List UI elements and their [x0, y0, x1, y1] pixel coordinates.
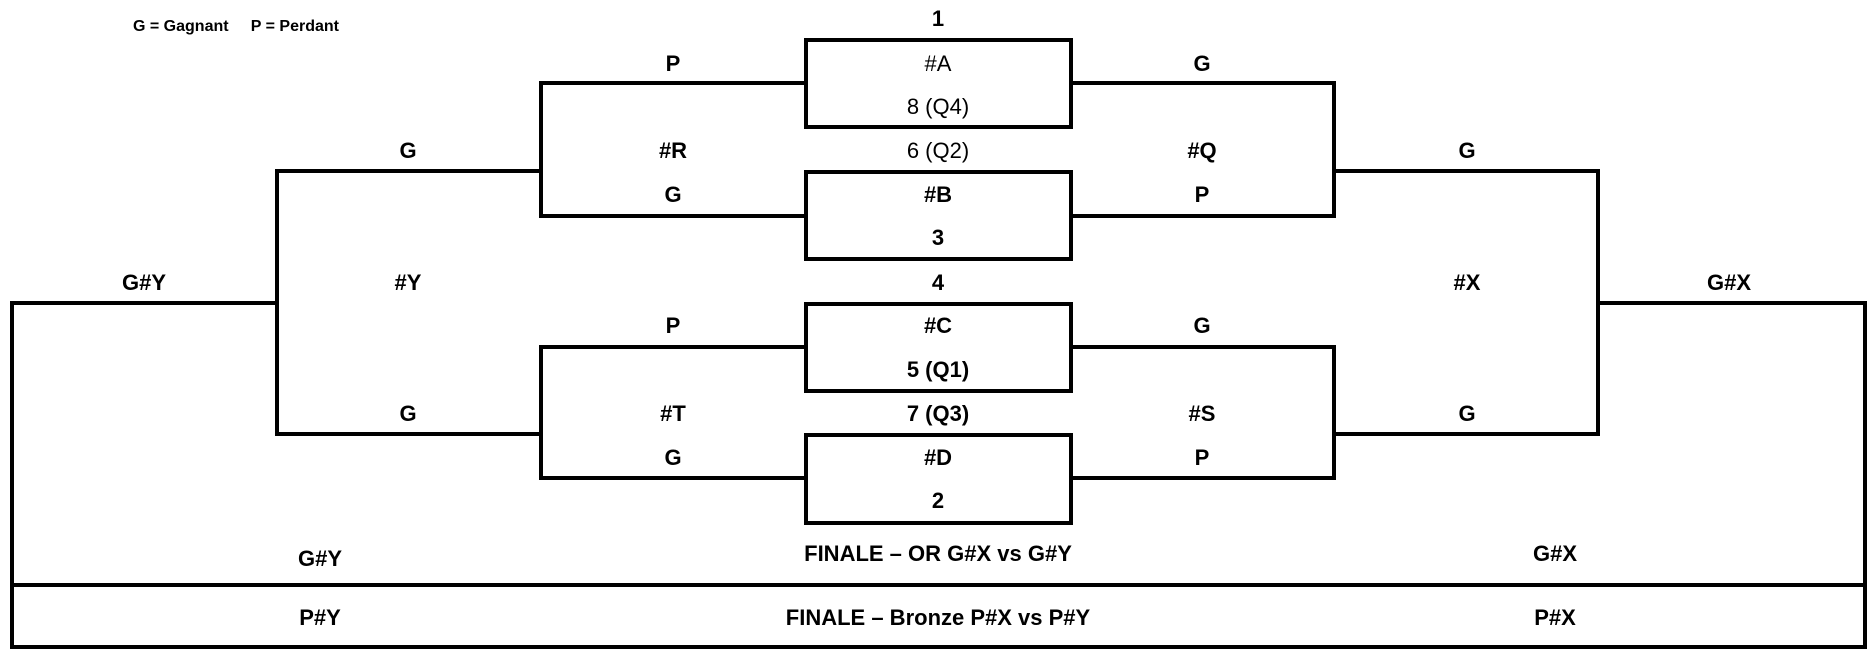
match-b-left-label: G [664, 182, 682, 207]
gold-final-title: FINALE – OR G#X vs G#Y [804, 541, 1072, 566]
bracket-t-label: #T [660, 401, 686, 426]
bracket-t-winner-label: G [399, 401, 417, 426]
semifinal-x-winner-label: G#X [1706, 270, 1752, 295]
gold-final-left: G#Y [297, 546, 343, 571]
match-b-top: 6 (Q2) [906, 138, 970, 163]
bronze-final-right: P#X [1534, 605, 1576, 630]
match-c-left-label: P [665, 313, 681, 338]
match-d-seed: 2 [931, 488, 945, 513]
match-a-top: 1 [931, 6, 945, 31]
match-d-id: #D [923, 445, 953, 470]
match-c-id: #C [923, 313, 953, 338]
match-b-id: #B [923, 182, 953, 207]
semifinal-y-label: #Y [394, 270, 422, 295]
match-d-top: 7 (Q3) [906, 401, 970, 426]
bracket-q-winner-label: G [1458, 138, 1476, 163]
match-c-seed: 5 (Q1) [906, 357, 970, 382]
bracket-r-winner-label: G [399, 138, 417, 163]
bracket-q-label: #Q [1187, 138, 1217, 163]
bracket-s-label: #S [1188, 401, 1216, 426]
bracket-x-lines [1334, 171, 1598, 434]
match-b-right-label: P [1194, 182, 1210, 207]
bronze-final-left: P#Y [299, 605, 341, 630]
bracket-y-lines [277, 171, 541, 434]
bracket-r-label: #R [658, 138, 688, 163]
match-a-right-label: G [1193, 51, 1211, 76]
semifinal-x-label: #X [1453, 270, 1481, 295]
match-d-left-label: G [664, 445, 682, 470]
match-b-seed: 3 [931, 225, 945, 250]
match-a-seed: 8 (Q4) [906, 94, 970, 119]
match-c-right-label: G [1193, 313, 1211, 338]
match-d-right-label: P [1194, 445, 1210, 470]
match-a-left-label: P [665, 51, 681, 76]
match-a-id: #A [924, 51, 952, 76]
gold-final-right: G#X [1532, 541, 1578, 566]
finals-frame [12, 303, 1865, 647]
match-c-top: 4 [931, 270, 945, 295]
bracket-s-winner-label: G [1458, 401, 1476, 426]
semifinal-y-winner-label: G#Y [121, 270, 167, 295]
bronze-final-title: FINALE – Bronze P#X vs P#Y [785, 605, 1091, 630]
legend: G = Gagnant P = Perdant [133, 18, 339, 35]
